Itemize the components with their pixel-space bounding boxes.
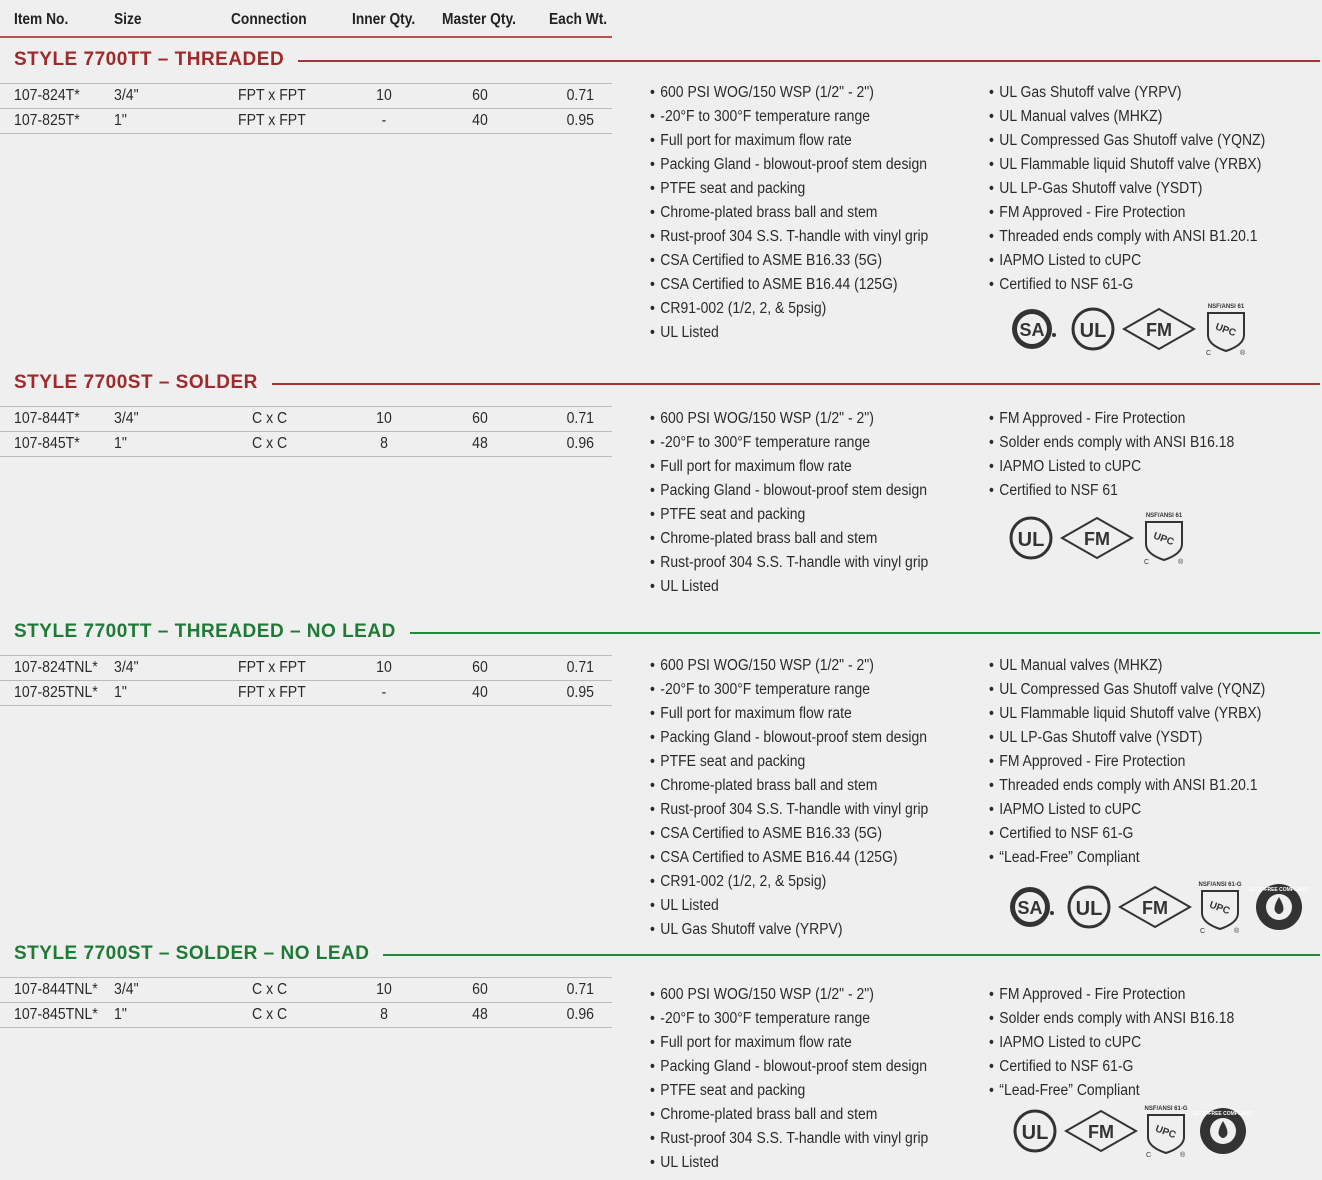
feature-item: • 600 PSI WOG/150 WSP (1/2" - 2") (650, 983, 928, 1007)
upc-logo-icon (1140, 510, 1188, 566)
item-no-cell: 107-824TNL* (14, 659, 98, 676)
svg-text:®: ® (1240, 350, 1246, 357)
connection-cell: C x C (252, 410, 288, 427)
inner-qty-cell: 10 (376, 410, 392, 427)
inner-qty-cell: 8 (380, 1006, 388, 1023)
size-cell: 1" (114, 684, 127, 701)
feature-item: • Full port for maximum flow rate (650, 702, 928, 726)
feature-item: • 600 PSI WOG/150 WSP (1/2" - 2") (650, 654, 928, 678)
section-title: STYLE 7700TT – THREADED (14, 49, 298, 71)
connection-cell: FPT x FPT (238, 112, 306, 129)
feature-item: • -20°F to 300°F temperature range (650, 678, 928, 702)
size-cell: 3/4" (114, 410, 139, 427)
master-qty-cell: 60 (472, 87, 488, 104)
each-wt-cell: 0.71 (566, 659, 594, 676)
feature-item: • Solder ends comply with ANSI B16.18 (989, 431, 1234, 455)
svg-text:®: ® (1234, 928, 1240, 935)
item-no-cell: 107-844T* (14, 410, 80, 427)
csa-logo-icon (1010, 305, 1058, 353)
each-wt-cell: 0.71 (566, 410, 594, 427)
header-each-wt: Each Wt. (549, 11, 608, 28)
section-title: STYLE 7700TT – THREADED – NO LEAD (14, 621, 410, 643)
feature-item: • UL Listed (650, 1151, 928, 1175)
svg-text:NSF/ANSI 61-G: NSF/ANSI 61-G (1198, 882, 1242, 888)
size-cell: 1" (114, 1006, 127, 1023)
svg-text:®: ® (1180, 1152, 1186, 1159)
master-qty-cell: 60 (472, 981, 488, 998)
feature-item: • UL Compressed Gas Shutoff valve (YQNZ) (989, 678, 1265, 702)
svg-text:NSF/ANSI 61-G: NSF/ANSI 61-G (1144, 1106, 1188, 1112)
svg-text:FM: FM (1146, 320, 1172, 340)
feature-item: • Chrome-plated brass ball and stem (650, 201, 928, 225)
svg-text:SA: SA (1017, 898, 1043, 918)
ul-logo-icon (1070, 306, 1116, 352)
feature-item: • Packing Gland - blowout-proof stem design (650, 726, 928, 750)
header-inner-qty: Inner Qty. (352, 11, 416, 28)
upc-logo-icon (1196, 879, 1244, 935)
feature-item: • Rust-proof 304 S.S. T-handle with vinyl grip (650, 798, 928, 822)
feature-item: • IAPMO Listed to cUPC (989, 249, 1265, 273)
feature-item: • PTFE seat and packing (650, 1079, 928, 1103)
size-cell: 3/4" (114, 659, 139, 676)
header-size: Size (114, 11, 142, 28)
feature-item: • UL LP-Gas Shutoff valve (YSDT) (989, 177, 1265, 201)
feature-item: • IAPMO Listed to cUPC (989, 1031, 1234, 1055)
master-qty-cell: 60 (472, 659, 488, 676)
feature-list-left (650, 983, 959, 1175)
table-row (0, 84, 612, 109)
feature-list-right (989, 983, 1262, 1103)
svg-text:C: C (1206, 350, 1212, 357)
svg-text:LEAD-FREE COMPLIANT: LEAD-FREE COMPLIANT (1249, 887, 1309, 893)
each-wt-cell: 0.96 (566, 435, 594, 452)
size-cell: 3/4" (114, 87, 139, 104)
feature-list-right (989, 654, 1296, 870)
svg-text:UL: UL (1079, 320, 1107, 342)
size-cell: 1" (114, 112, 127, 129)
feature-list-right (989, 407, 1262, 503)
svg-text:C: C (1146, 1152, 1152, 1159)
feature-item: • FM Approved - Fire Protection (989, 983, 1234, 1007)
table-row (0, 681, 612, 706)
feature-item: • “Lead-Free” Compliant (989, 1079, 1234, 1103)
feature-item: • Certified to NSF 61-G (989, 1055, 1234, 1079)
connection-cell: C x C (252, 981, 288, 998)
item-no-cell: 107-845T* (14, 435, 80, 452)
product-table (0, 977, 612, 1028)
section-solder (0, 372, 1322, 622)
svg-text:SA: SA (1019, 320, 1045, 340)
svg-text:UL: UL (1021, 1122, 1049, 1144)
feature-item: • Chrome-plated brass ball and stem (650, 774, 928, 798)
master-qty-cell: 48 (472, 435, 488, 452)
feature-item: • Full port for maximum flow rate (650, 129, 928, 153)
feature-list-left (650, 81, 959, 345)
feature-item: • Solder ends comply with ANSI B16.18 (989, 1007, 1234, 1031)
inner-qty-cell: - (381, 112, 387, 129)
svg-text:®: ® (1178, 559, 1184, 566)
feature-item: • Chrome-plated brass ball and stem (650, 1103, 928, 1127)
feature-item: • CSA Certified to ASME B16.33 (5G) (650, 249, 928, 273)
item-no-cell: 107-824T* (14, 87, 80, 104)
ul-logo-icon (1008, 515, 1054, 561)
svg-text:UPC: UPC (1151, 530, 1176, 549)
each-wt-cell: 0.71 (566, 87, 594, 104)
feature-item: • UL Listed (650, 321, 928, 345)
fm-approved-logo-icon (1118, 885, 1192, 929)
svg-text:LEAD-FREE COMPLIANT: LEAD-FREE COMPLIANT (1193, 1111, 1253, 1117)
svg-text:UPC: UPC (1213, 321, 1238, 340)
feature-item: • Certified to NSF 61 (989, 479, 1234, 503)
fm-approved-logo-icon (1064, 1109, 1138, 1153)
feature-item: • Threaded ends comply with ANSI B1.20.1 (989, 225, 1265, 249)
product-table (0, 655, 612, 706)
header-connection: Connection (231, 11, 307, 28)
feature-item: • -20°F to 300°F temperature range (650, 431, 928, 455)
size-cell: 3/4" (114, 981, 139, 998)
table-row (0, 1003, 612, 1028)
feature-item: • Certified to NSF 61-G (989, 822, 1265, 846)
feature-item: • CSA Certified to ASME B16.33 (5G) (650, 822, 928, 846)
master-qty-cell: 40 (472, 684, 488, 701)
each-wt-cell: 0.96 (566, 1006, 594, 1023)
svg-text:FM: FM (1084, 529, 1110, 549)
feature-item: • PTFE seat and packing (650, 177, 928, 201)
feature-item: • Full port for maximum flow rate (650, 455, 928, 479)
feature-item: • UL Manual valves (MHKZ) (989, 654, 1265, 678)
table-row (0, 432, 612, 457)
table-row (0, 407, 612, 432)
ul-logo-icon (1066, 884, 1112, 930)
connection-cell: FPT x FPT (238, 684, 306, 701)
csa-logo-icon (1008, 883, 1056, 931)
svg-text:UPC: UPC (1207, 899, 1232, 918)
certification-logos (1008, 510, 1198, 566)
size-cell: 1" (114, 435, 127, 452)
upc-logo-icon (1142, 1103, 1190, 1159)
feature-item: • -20°F to 300°F temperature range (650, 1007, 928, 1031)
upc-logo-icon (1202, 301, 1250, 357)
feature-item: • CR91-002 (1/2, 2, & 5psig) (650, 870, 928, 894)
feature-item: • FM Approved - Fire Protection (989, 750, 1265, 774)
feature-item: • UL Listed (650, 575, 928, 599)
feature-item: • IAPMO Listed to cUPC (989, 798, 1265, 822)
product-table (0, 83, 612, 134)
item-no-cell: 107-844TNL* (14, 981, 98, 998)
feature-item: • Rust-proof 304 S.S. T-handle with vinyl grip (650, 225, 928, 249)
master-qty-cell: 48 (472, 1006, 488, 1023)
feature-item: • Threaded ends comply with ANSI B1.20.1 (989, 774, 1265, 798)
feature-item: • Packing Gland - blowout-proof stem design (650, 1055, 928, 1079)
header-master-qty: Master Qty. (442, 11, 516, 28)
feature-item: • Full port for maximum flow rate (650, 1031, 928, 1055)
inner-qty-cell: 10 (376, 981, 392, 998)
fm-approved-logo-icon (1060, 516, 1134, 560)
feature-list-right (989, 81, 1296, 297)
feature-item: • UL LP-Gas Shutoff valve (YSDT) (989, 726, 1265, 750)
section-threaded (0, 49, 1322, 369)
table-row (0, 978, 612, 1003)
master-qty-cell: 40 (472, 112, 488, 129)
lead-free-compliant-logo-icon (1249, 882, 1309, 932)
feature-item: • FM Approved - Fire Protection (989, 407, 1234, 431)
svg-text:UPC: UPC (1153, 1123, 1178, 1142)
ul-logo-icon (1012, 1108, 1058, 1154)
each-wt-cell: 0.95 (566, 112, 594, 129)
feature-item: • -20°F to 300°F temperature range (650, 105, 928, 129)
feature-item: • Chrome-plated brass ball and stem (650, 527, 928, 551)
feature-item: • UL Gas Shutoff valve (YRPV) (650, 918, 928, 942)
table-header (0, 0, 612, 38)
connection-cell: FPT x FPT (238, 87, 306, 104)
inner-qty-cell: 10 (376, 87, 392, 104)
each-wt-cell: 0.95 (566, 684, 594, 701)
table-row (0, 656, 612, 681)
feature-item: • UL Flammable liquid Shutoff valve (YRBX) (989, 702, 1265, 726)
feature-item: • UL Manual valves (MHKZ) (989, 105, 1265, 129)
header-item-no: Item No. (14, 11, 69, 28)
feature-item: • UL Compressed Gas Shutoff valve (YQNZ) (989, 129, 1265, 153)
certification-logos (1010, 301, 1260, 357)
section-threaded-no-lead (0, 621, 1322, 941)
feature-list-left (650, 654, 959, 942)
feature-item: • CSA Certified to ASME B16.44 (125G) (650, 273, 928, 297)
certification-logos (1008, 879, 1308, 935)
inner-qty-cell: 8 (380, 435, 388, 452)
feature-item: • CSA Certified to ASME B16.44 (125G) (650, 846, 928, 870)
feature-item: • “Lead-Free” Compliant (989, 846, 1265, 870)
fm-approved-logo-icon (1122, 307, 1196, 351)
svg-text:FM: FM (1142, 898, 1168, 918)
svg-text:FM: FM (1088, 1122, 1114, 1142)
section-title: STYLE 7700ST – SOLDER (14, 372, 272, 394)
feature-item: • Rust-proof 304 S.S. T-handle with vinyl grip (650, 1127, 928, 1151)
svg-text:UL: UL (1017, 529, 1045, 551)
svg-text:C: C (1144, 559, 1150, 566)
connection-cell: C x C (252, 435, 288, 452)
certification-logos (1012, 1103, 1262, 1159)
svg-text:NSF/ANSI 61: NSF/ANSI 61 (1207, 304, 1245, 310)
master-qty-cell: 60 (472, 410, 488, 427)
feature-item: • UL Gas Shutoff valve (YRPV) (989, 81, 1265, 105)
svg-text:C: C (1200, 928, 1206, 935)
each-wt-cell: 0.71 (566, 981, 594, 998)
svg-text:UL: UL (1075, 898, 1103, 920)
feature-item: • UL Listed (650, 894, 928, 918)
section-solder-no-lead (0, 943, 1322, 1178)
item-no-cell: 107-825TNL* (14, 684, 98, 701)
feature-item: • 600 PSI WOG/150 WSP (1/2" - 2") (650, 81, 928, 105)
item-no-cell: 107-825T* (14, 112, 80, 129)
section-title: STYLE 7700ST – SOLDER – NO LEAD (14, 943, 383, 965)
inner-qty-cell: 10 (376, 659, 392, 676)
item-no-cell: 107-845TNL* (14, 1006, 98, 1023)
feature-item: • Certified to NSF 61-G (989, 273, 1265, 297)
feature-item: • 600 PSI WOG/150 WSP (1/2" - 2") (650, 407, 928, 431)
feature-item: • UL Flammable liquid Shutoff valve (YRBX) (989, 153, 1265, 177)
feature-item: • FM Approved - Fire Protection (989, 201, 1265, 225)
connection-cell: FPT x FPT (238, 659, 306, 676)
product-table (0, 406, 612, 457)
feature-item: • IAPMO Listed to cUPC (989, 455, 1234, 479)
connection-cell: C x C (252, 1006, 288, 1023)
feature-item: • PTFE seat and packing (650, 750, 928, 774)
table-row (0, 109, 612, 134)
feature-item: • Packing Gland - blowout-proof stem design (650, 479, 928, 503)
feature-item: • Rust-proof 304 S.S. T-handle with vinyl grip (650, 551, 928, 575)
feature-item: • PTFE seat and packing (650, 503, 928, 527)
inner-qty-cell: - (381, 684, 387, 701)
feature-list-left (650, 407, 959, 599)
feature-item: • CR91-002 (1/2, 2, & 5psig) (650, 297, 928, 321)
svg-text:NSF/ANSI 61: NSF/ANSI 61 (1145, 513, 1183, 519)
feature-item: • Packing Gland - blowout-proof stem design (650, 153, 928, 177)
lead-free-compliant-logo-icon (1193, 1106, 1253, 1156)
